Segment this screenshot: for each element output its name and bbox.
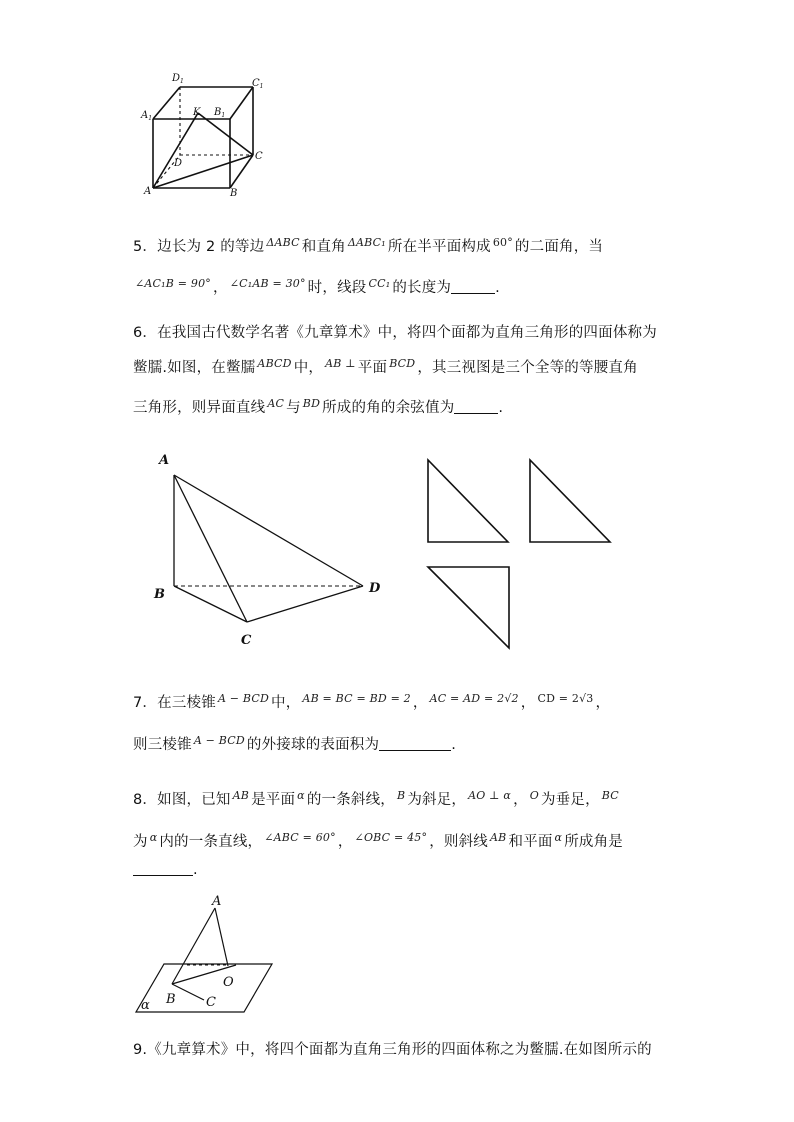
tetrahedron-figure bbox=[150, 450, 390, 650]
three-views-figure bbox=[420, 452, 620, 652]
side-view-triangle bbox=[530, 460, 610, 542]
q7-line2: 则三棱锥 $^{A - BCD}$ 的外接球的表面积为 . bbox=[133, 734, 457, 753]
answer-blank[interactable] bbox=[379, 738, 451, 751]
answer-blank[interactable] bbox=[133, 863, 193, 876]
tetra-label-a: A bbox=[159, 453, 170, 468]
q9-line1: 9.《九章算术》中，将四个面都为直角三角形的四面体称之为鳖臑.在如图所示的 bbox=[133, 1042, 652, 1058]
plane-label-b: B bbox=[166, 992, 176, 1007]
q6-line2: 鳖臑.如图，在鳖臑 $^{ABCD}$ 中， $^{AB \perp}$ 平面 $^{BCD}$ ，其三视图是三个全等的等腰直角 bbox=[133, 357, 638, 376]
q8-line2: 为 $^\alpha$ 内的一条直线， $^{\angle ABC = 60^\circ}$ ， $^{\angle OBC = 45^\circ}$ ，则斜线 $^{AB}$ 和平面 $^\alpha$ 所成角是 bbox=[133, 831, 623, 850]
front-view-triangle bbox=[428, 460, 508, 542]
cube-figure bbox=[140, 70, 270, 200]
plane-figure bbox=[132, 893, 282, 1018]
plane-label-a: A bbox=[212, 894, 222, 909]
cube-label-c: C bbox=[255, 151, 263, 162]
cube-label-k: K bbox=[193, 107, 201, 118]
q6-line1: 6．在我国古代数学名著《九章算术》中，将四个面都为直角三角形的四面体称为 bbox=[133, 325, 657, 341]
q7-line1: 7．在三棱锥 $^{A - BCD}$ 中， $^{AB = BC = BD = 2}$ ， $^{AC = AD = 2√2}$ ， $^{CD = 2√3}$ ， bbox=[133, 692, 611, 711]
tetra-label-c: C bbox=[241, 633, 252, 648]
top-view-triangle bbox=[428, 567, 509, 648]
cube-label-c1: $C_1$ bbox=[252, 78, 264, 90]
plane-label-c: C bbox=[206, 995, 216, 1010]
cube-label-a1: $A_1$ bbox=[141, 110, 153, 122]
q8-line3: . bbox=[133, 862, 198, 878]
q8-line1: 8．如图，已知 $^{AB}$ 是平面 $^\alpha$ 的一条斜线， $^B$ 为斜足， $^{AO \perp \alpha}$ ， $^O$ 为垂足， $^{BC}$ bbox=[133, 789, 619, 808]
plane-label-alpha: α bbox=[141, 998, 150, 1013]
cube-label-b: B bbox=[230, 188, 238, 199]
cube-label-b1: $B_1$ bbox=[214, 107, 226, 119]
tetra-label-b: B bbox=[154, 587, 165, 602]
plane-label-o: O bbox=[223, 975, 234, 990]
q5-line2: $^{\angle AC_1B = 90^\circ}$ ， $^{\angle C_1AB = 30^\circ}$ 时，线段 $^{CC_1}$ 的长度为 . bbox=[135, 277, 500, 296]
tetra-label-d: D bbox=[369, 581, 381, 596]
cube-label-d1: $D_1$ bbox=[172, 73, 184, 85]
q5-line1: 5．边长为 2 的等边 $^{\Delta ABC}$ 和直角 $^{\Delta ABC_1}$ 所在半平面构成 $^{60^\circ}$ 的二面角，当 bbox=[133, 236, 604, 255]
q6-line3: 三角形，则异面直线 $^{AC}$ 与 $^{BD}$ 所成的角的余弦值为 . bbox=[133, 397, 504, 416]
answer-blank[interactable] bbox=[451, 281, 495, 294]
answer-blank[interactable] bbox=[454, 401, 498, 414]
cube-label-d: D bbox=[174, 158, 183, 169]
cube-label-a: A bbox=[144, 186, 152, 197]
